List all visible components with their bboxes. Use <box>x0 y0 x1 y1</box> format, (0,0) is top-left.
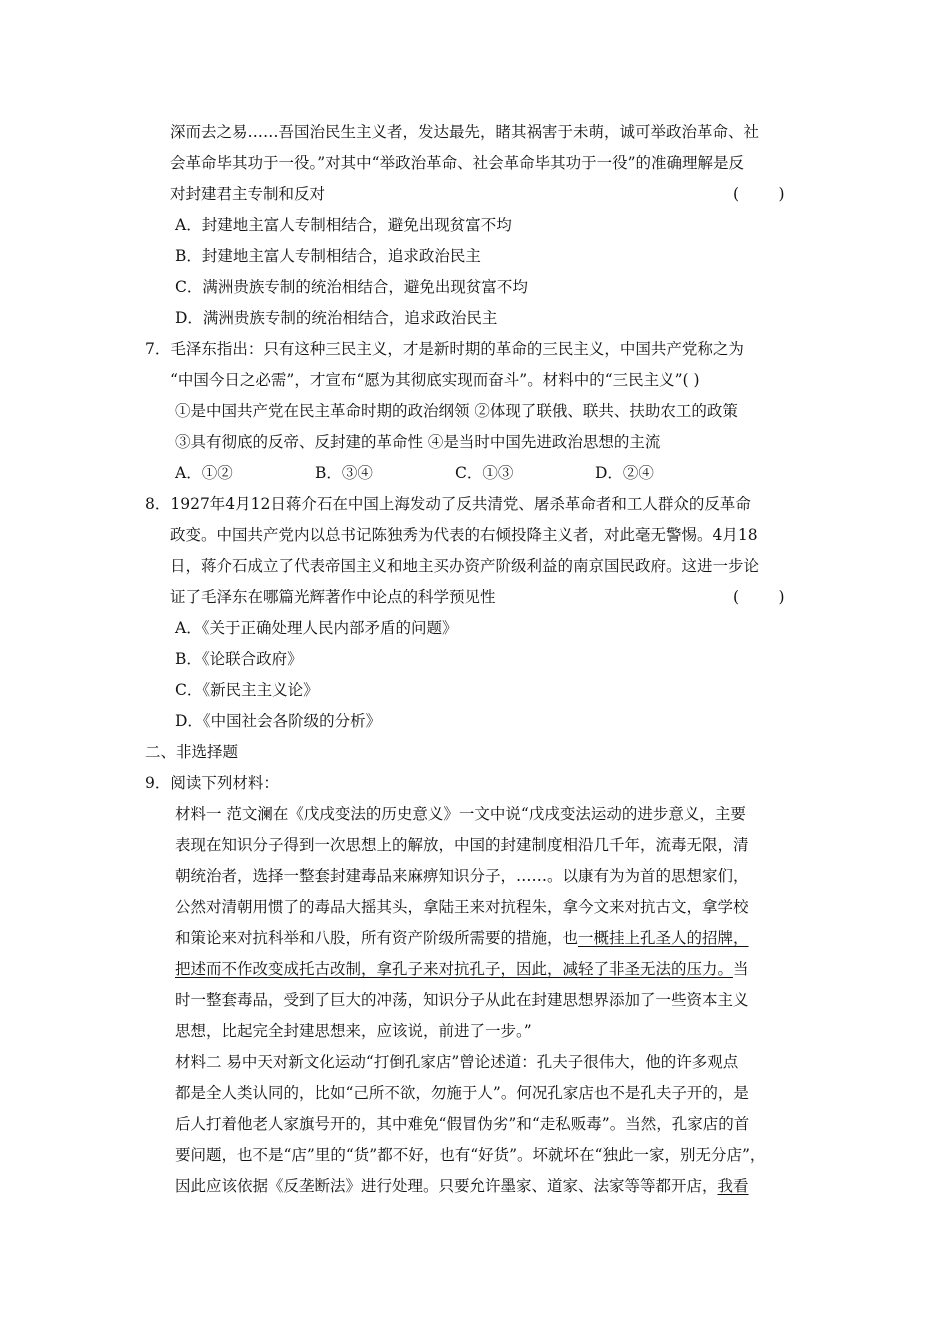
q9-material2-line-2: 都是全人类认同的，比如“己所不欲，勿施于人”。何况孔家店也不是孔夫子开的，是 <box>175 1084 749 1102</box>
q8-option-b: B．《论联合政府》 <box>175 650 303 668</box>
q9-material1-line-7: 时一整套毒品，受到了巨大的冲荡，知识分子从此在封建思想界添加了一些资本主义 <box>175 991 749 1009</box>
q9-material1-line-3: 朝统治者，选择一整套封建毒品来麻痹知识分子，……。以康有为为首的思想家们， <box>175 867 749 885</box>
q8-option-a: A．《关于正确处理人民内部矛盾的问题》 <box>175 619 458 637</box>
q7-choices <box>175 463 735 483</box>
q9-material2-line-3: 后人打着他老人家旗号开的，其中难免“假冒伪劣”和“走私贩毒”。当然，孔家店的首 <box>175 1115 750 1133</box>
q7-line-2: “中国今日之必需”，才宣布“愿为其彻底实现而奋斗”。材料中的“三民主义”( ) <box>170 371 700 389</box>
q9-material1-line-8: 思想，比起完全封建思想来，应该说，前进了一步。” <box>175 1022 532 1040</box>
q9-material1-underlined-2: 把述而不作改变成托古改制，拿孔子来对抗孔子，因此，减轻了非圣无法的压力。 <box>175 960 734 978</box>
q6-stem-line-1: 深而去之易……吾国治民生主义者，发达最先，睹其祸害于未萌，诚可举政治革命、社 <box>170 123 760 141</box>
q6-option-b: B．封建地主富人专制相结合，追求政治民主 <box>175 247 481 265</box>
q8-line-4: 证了毛泽东在哪篇光辉著作中论点的科学预见性 <box>170 588 496 606</box>
q6-option-c: C．满洲贵族专制的统治相结合，避免出现贫富不均 <box>175 278 528 296</box>
q8-line-3: 日，蒋介石成立了代表帝国主义和地主买办资产阶级利益的南京国民政府。这进一步论 <box>170 557 760 575</box>
q6-stem-line-2: 会革命毕其功于一役。”对其中“举政治革命、社会革命毕其功于一役”的准确理解是反 <box>170 154 745 172</box>
q6-option-d: D．满洲贵族专制的统治相结合，追求政治民主 <box>175 309 498 327</box>
q6-answer-paren: ( ) <box>733 185 785 203</box>
q7-items-2: ③具有彻底的反帝、反封建的革命性 ④是当时中国先进政治思想的主流 <box>175 433 661 451</box>
q8-line-1: 8．1927年4月12日蒋介石在中国上海发动了反共清党、屠杀革命者和工人群众的反革命 <box>145 495 751 513</box>
section-heading: 二、非选择题 <box>145 743 239 761</box>
q8-answer-paren: ( ) <box>733 588 785 606</box>
q7-line-1: 7．毛泽东指出：只有这种三民主义，才是新时期的革命的三民主义，中国共产党称之为 <box>145 340 744 358</box>
q8-option-d: D．《中国社会各阶级的分析》 <box>175 712 382 730</box>
q6-option-a: A．封建地主富人专制相结合，避免出现贫富不均 <box>175 216 512 234</box>
q9-material1-underlined-1: 一概挂上孔圣人的招牌， <box>578 929 749 947</box>
q9-material2-line-5 <box>175 1176 749 1196</box>
q9-material2-line-4: 要问题，也不是“店”里的“货”都不好，也有“好货”。坏就坏在“独此一家，别无分店”， <box>175 1146 766 1164</box>
q8-option-c: C．《新民主主义论》 <box>175 681 319 699</box>
q7-items-1: ①是中国共产党在民主革命时期的政治纲领 ②体现了联俄、联共、扶助农工的政策 <box>175 402 738 420</box>
q9-material2-line-5-text: 因此应该依据《反垄断法》进行处理。只要允许墨家、道家、法家等等都开店， <box>175 1177 718 1195</box>
q9-intro: 9．阅读下列材料： <box>145 774 279 792</box>
q9-material1-line-5 <box>175 928 749 948</box>
q7-choice-d: D．②④ <box>595 464 654 482</box>
q7-choice-a: A．①② <box>175 464 233 482</box>
q9-material2-underlined: 我看 <box>717 1177 749 1195</box>
q9-material1-line-2: 表现在知识分子得到一次思想上的解放，中国的封建制度相沿几千年，流毒无限，清 <box>175 836 749 854</box>
q8-line-2: 政变。中国共产党内以总书记陈独秀为代表的右倾投降主义者，对此毫无警惕。4月18 <box>170 526 758 544</box>
q9-material1-line-6-tail: 当 <box>733 960 749 978</box>
q7-choice-b: B．③④ <box>315 464 373 482</box>
q9-material1-line-1: 材料一 范文澜在《戊戌变法的历史意义》一文中说“戊戌变法运动的进步意义，主要 <box>175 805 746 823</box>
q7-choice-c: C．①③ <box>455 464 514 482</box>
q6-stem-line-3: 对封建君主专制和反对 <box>170 185 326 203</box>
q9-material1-line-5-text: 和策论来对抗科举和八股，所有资产阶级所需要的措施，也 <box>175 929 579 947</box>
q9-material1-line-6 <box>175 959 749 979</box>
q9-material2-line-1: 材料二 易中天对新文化运动“打倒孔家店”曾论述道：孔夫子很伟大，他的许多观点 <box>175 1053 739 1071</box>
q9-material1-line-4: 公然对清朝用惯了的毒品大摇其头，拿陆王来对抗程朱，拿今文来对抗古文，拿学校 <box>175 898 749 916</box>
